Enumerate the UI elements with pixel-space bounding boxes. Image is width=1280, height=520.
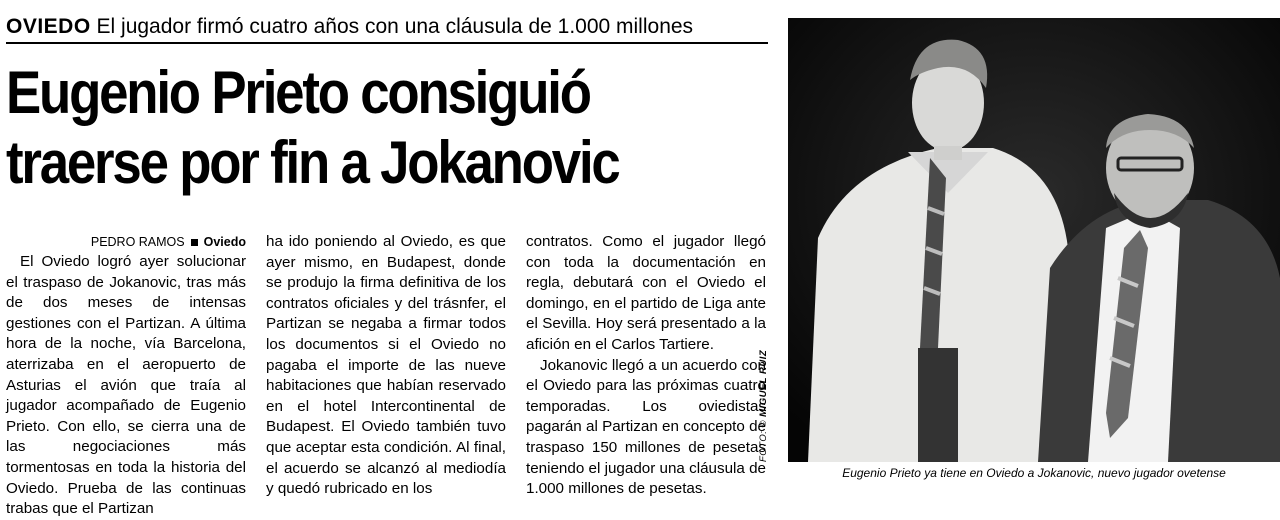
headline-line-2: traerse por fin a Jokanovic — [6, 129, 619, 196]
article-column-2 — [266, 232, 506, 500]
news-photo — [788, 18, 1280, 462]
photo-illustration — [788, 18, 1280, 462]
headline-line-1: Eugenio Prieto consiguió — [6, 59, 590, 126]
byline-square-icon — [191, 239, 198, 246]
article-text-col3-p1: contratos. Como el jugador llegó con toda la documentación en regla, debutará con el Oviedo el domingo, en el partido de Liga ante el Sevilla. Hoy será presentado a la afición en el Carlos Tartiere. — [526, 233, 766, 353]
article-text-col2: ha ido poniendo al Oviedo, es que ayer mismo, en Budapest, donde se produjo la firma definitiva de los contratos oficiales y del trásnfer, el Partizan se negaba a firmar todos los documentos si el Oviedo no pagaba el importe de las nueve habitaciones que habían reservado en el hotel Intercontinental de Budapest. El Oviedo también tuvo que aceptar esta condición. Al final, el acuerdo se alcanzó al mediodía y quedó rubricado en los — [266, 233, 506, 498]
article-text-col3-p2: Jokanovic llegó a un acuerdo con el Oviedo para las próximas cuatro temporadas. Los oviedistas pagarán al Partizan en concepto de traspaso 150 millones de pesetas teniendo el jugador una cláusula de 1.000 millones de pesetas. — [526, 356, 766, 498]
byline — [6, 232, 246, 252]
kicker-section: OVIEDO — [6, 15, 91, 38]
article-text-col1: El Oviedo logró ayer solucionar el traspaso de Jokanovic, tras más de dos meses de intensas gestiones con el Partizan. A última hora de la noche, vía Barcelona, aterrizaba en el aeropuerto de Asturias el avión que traía al jugador acompañado de Eugenio Prieto. Con ello, se cierra una de las negociaciones más tormentosas en toda la historia del Oviedo. Prueba de las continuas trabas que el Partizan — [6, 253, 246, 518]
kicker — [6, 14, 768, 44]
photo-caption: Eugenio Prieto ya tiene en Oviedo a Jokanovic, nuevo jugador ovetense — [842, 466, 1226, 480]
byline-author: PEDRO RAMOS — [90, 235, 185, 249]
photo-credit-name: MIGUEL RUIZ — [758, 349, 769, 417]
article-column-1 — [6, 232, 246, 520]
photo-credit — [758, 350, 769, 462]
byline-city: Oviedo — [203, 235, 246, 249]
kicker-text: El jugador firmó cuatro años con una cláusula de 1.000 millones — [96, 15, 694, 38]
article-column-3 — [526, 232, 766, 500]
photo-credit-prefix: FOTO: © — [758, 420, 769, 462]
headline — [6, 58, 677, 198]
